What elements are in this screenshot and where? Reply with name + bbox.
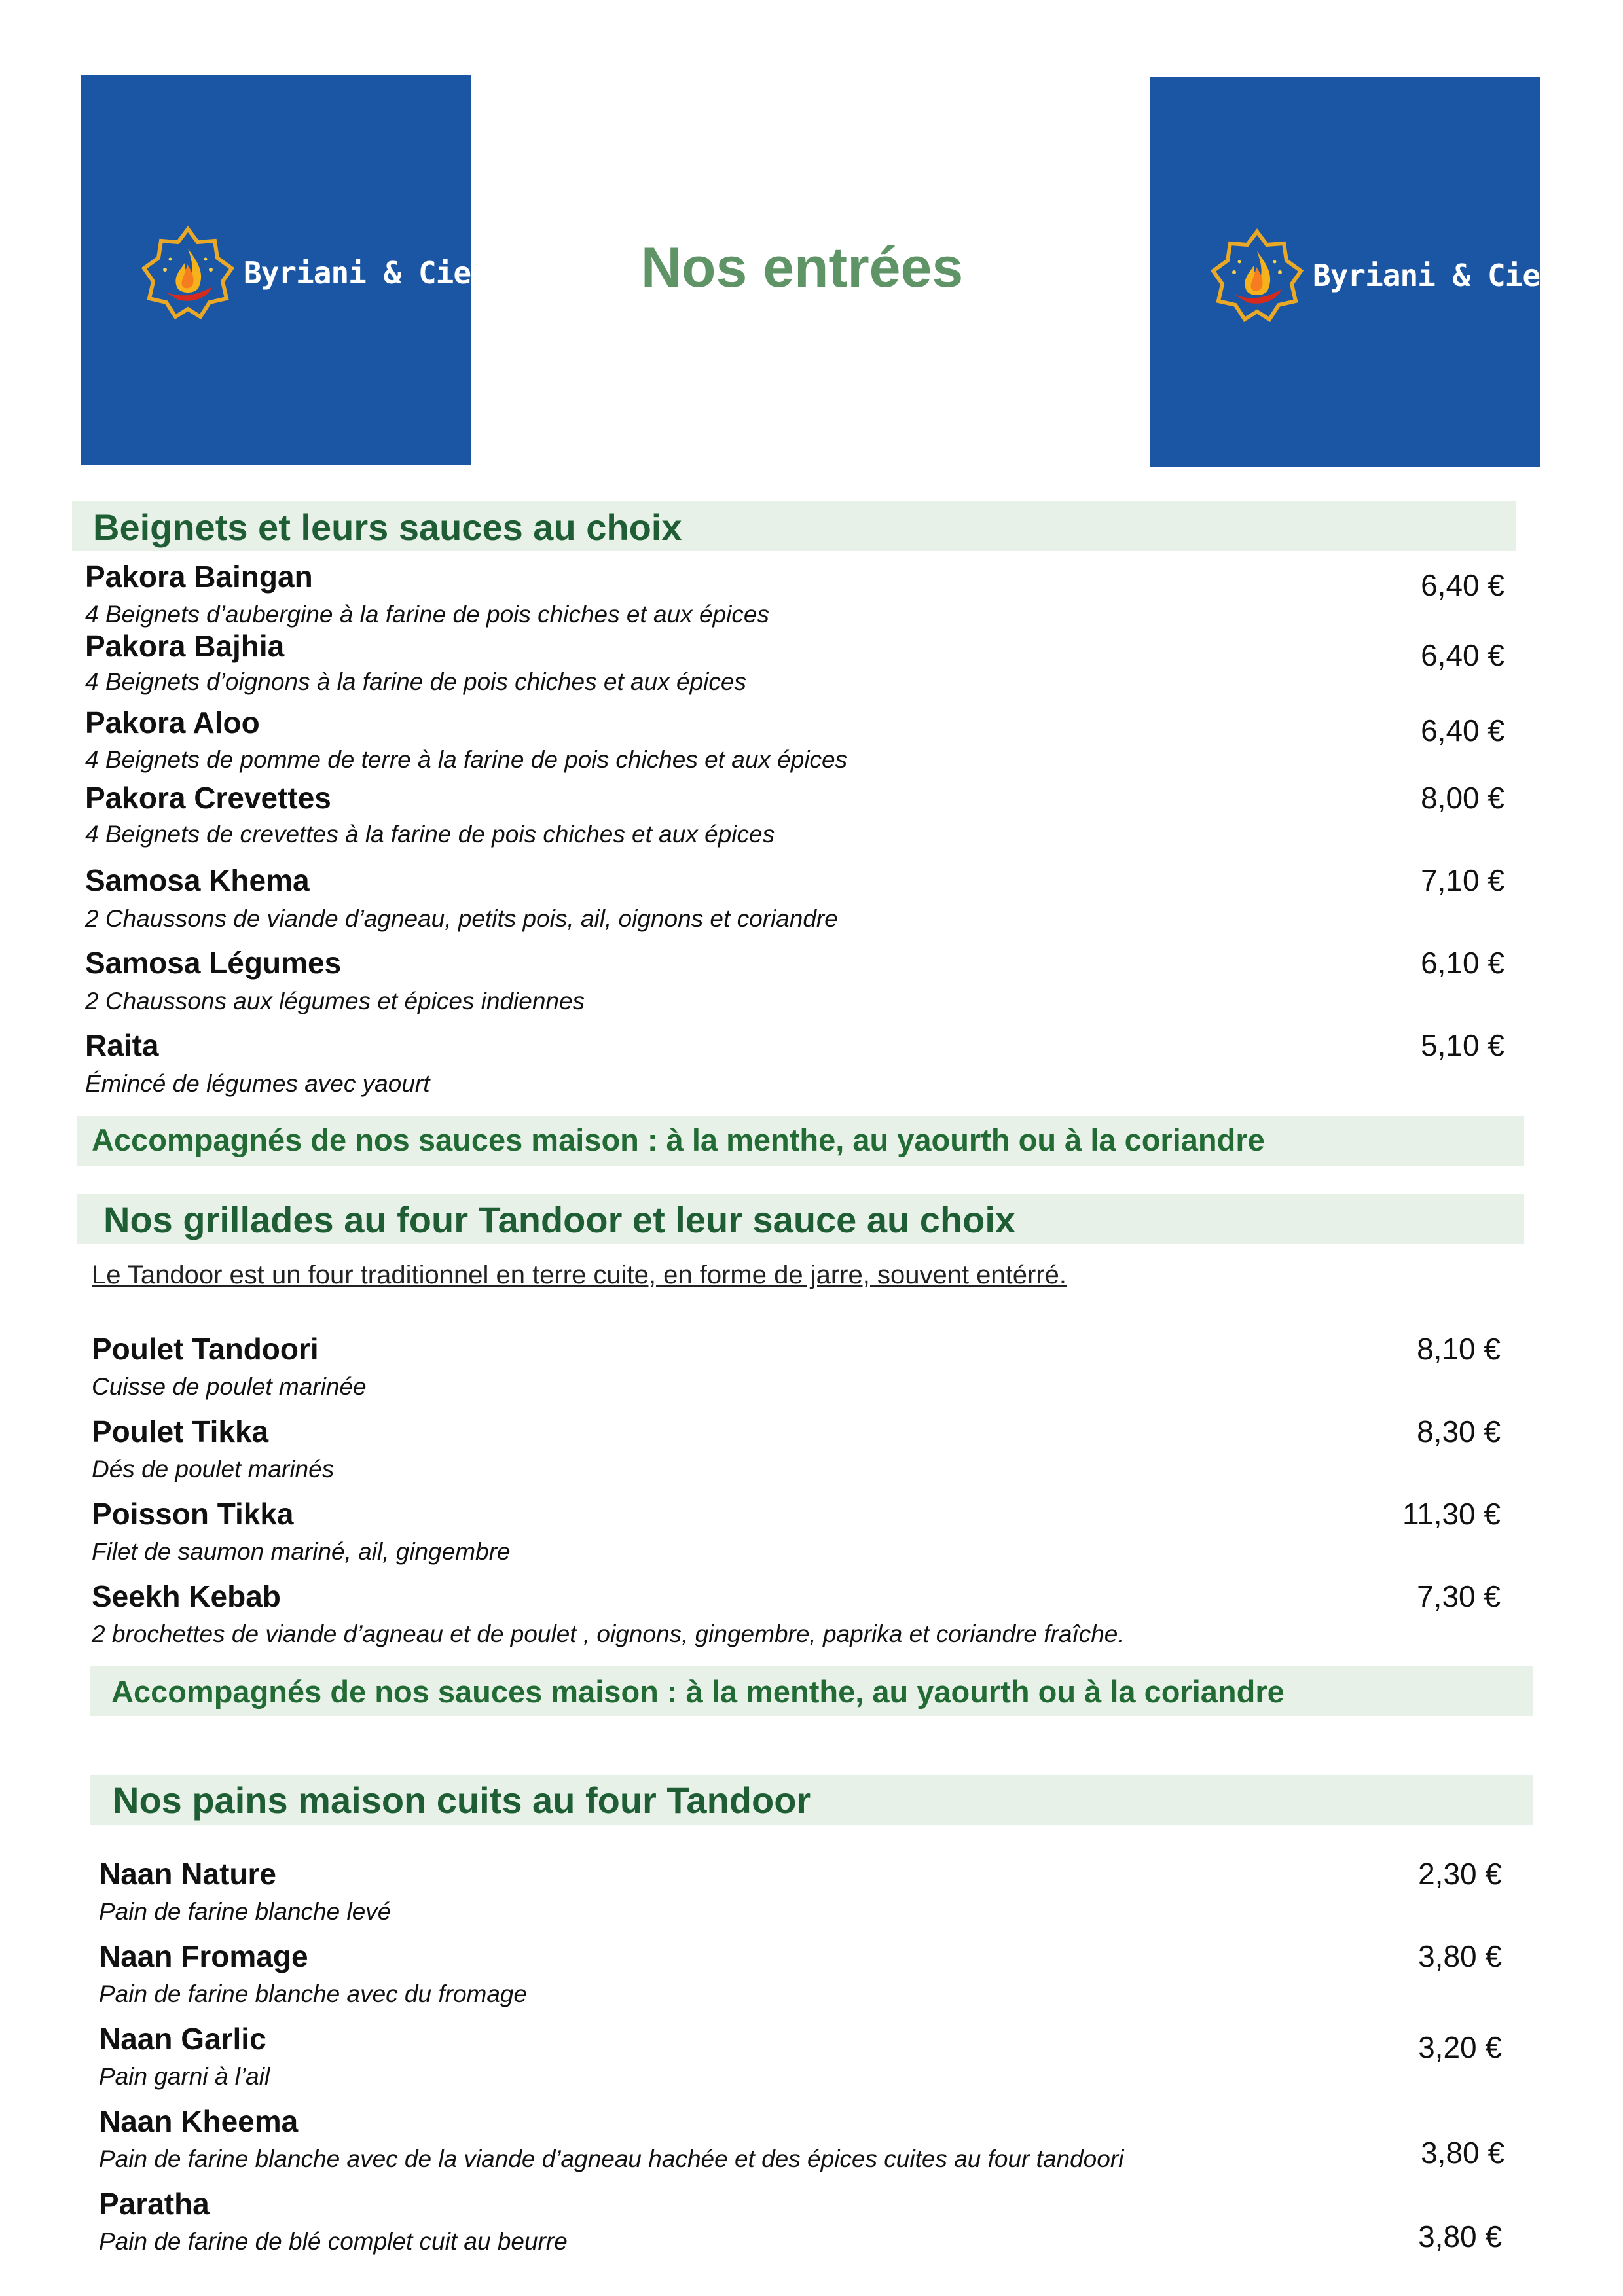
item-desc: Pain garni à l’ail <box>99 2063 270 2090</box>
item-name: Pakora Bajhia <box>85 629 285 663</box>
item-name: Poisson Tikka <box>92 1497 294 1531</box>
section-title: Nos grillades au four Tandoor et leur sauce au choix <box>103 1199 1016 1240</box>
item-desc: 4 Beignets d’oignons à la farine de pois chiches et aux épices <box>85 668 746 695</box>
item-price: 8,10 € <box>1417 1332 1501 1366</box>
item-desc: Pain de farine blanche levé <box>99 1898 392 1925</box>
logo-right <box>1150 77 1540 467</box>
item-name: Samosa Khema <box>85 863 310 897</box>
item-desc: 4 Beignets de pomme de terre à la farine de pois chiches et aux épices <box>85 746 848 773</box>
item-name: Naan Kheema <box>99 2104 299 2138</box>
item-desc: 2 Chaussons aux légumes et épices indiennes <box>85 988 585 1014</box>
item-name: Poulet Tandoori <box>92 1332 319 1366</box>
item-price: 7,10 € <box>1421 863 1504 897</box>
flame-emblem-icon <box>139 224 237 322</box>
logo-wordmark: Byriani & Cie <box>244 255 471 291</box>
item-price: 2,30 € <box>1418 1857 1502 1891</box>
logo-mark <box>139 224 471 322</box>
item-price: 3,20 € <box>1418 2030 1502 2064</box>
sauce-note: Accompagnés de nos sauces maison : à la menthe, au yaourth ou à la coriandre <box>92 1122 1265 1157</box>
item-name: Raita <box>85 1028 159 1062</box>
item-name: Naan Garlic <box>99 2022 266 2056</box>
item-price: 3,80 € <box>1421 2136 1504 2170</box>
item-desc: Cuisse de poulet marinée <box>92 1373 367 1400</box>
section-title: Nos pains maison cuits au four Tandoor <box>113 1780 811 1821</box>
item-desc: Pain de farine de blé complet cuit au beurre <box>99 2228 568 2255</box>
item-price: 8,00 € <box>1421 781 1504 815</box>
item-name: Paratha <box>99 2187 210 2221</box>
page-title: Nos entrées <box>640 236 964 299</box>
logo-mark <box>1208 226 1541 325</box>
item-name: Seekh Kebab <box>92 1579 281 1613</box>
section-title: Beignets et leurs sauces au choix <box>93 507 682 548</box>
item-price: 3,80 € <box>1418 1939 1502 1973</box>
item-price: 6,40 € <box>1421 638 1504 672</box>
item-name: Pakora Baingan <box>85 560 313 594</box>
item-desc: Pain de farine blanche avec du fromage <box>99 1981 528 2007</box>
item-desc: Filet de saumon mariné, ail, gingembre <box>92 1538 511 1565</box>
sauce-note: Accompagnés de nos sauces maison : à la menthe, au yaourth ou à la coriandre <box>111 1674 1285 1709</box>
item-desc: 4 Beignets de crevettes à la farine de pois chiches et aux épices <box>85 821 775 848</box>
item-name: Pakora Aloo <box>85 706 260 740</box>
item-name: Poulet Tikka <box>92 1414 269 1448</box>
logo-wordmark: Byriani & Cie <box>1313 258 1541 293</box>
item-name: Samosa Légumes <box>85 946 342 980</box>
item-desc: 4 Beignets d’aubergine à la farine de pois chiches et aux épices <box>85 601 769 628</box>
item-desc: Émincé de légumes avec yaourt <box>85 1070 430 1097</box>
item-price: 6,10 € <box>1421 946 1504 980</box>
item-name: Naan Fromage <box>99 1939 308 1973</box>
item-price: 3,80 € <box>1418 2219 1502 2253</box>
logo-left <box>81 75 471 465</box>
item-price: 6,40 € <box>1421 568 1504 602</box>
item-price: 7,30 € <box>1417 1579 1501 1613</box>
item-price: 6,40 € <box>1421 713 1504 747</box>
item-price: 8,30 € <box>1417 1414 1501 1448</box>
item-desc: 2 brochettes de viande d’agneau et de poulet , oignons, gingembre, paprika et coriandre fraîche. <box>92 1621 1125 1647</box>
item-price: 5,10 € <box>1421 1028 1504 1062</box>
flame-emblem-icon <box>1208 226 1306 325</box>
tandoor-intro: Le Tandoor est un four traditionnel en terre cuite, en forme de jarre, souvent entérré. <box>92 1261 1067 1289</box>
item-price: 11,30 € <box>1402 1497 1501 1531</box>
item-name: Naan Nature <box>99 1857 276 1891</box>
item-desc: Dés de poulet marinés <box>92 1456 335 1482</box>
item-desc: Pain de farine blanche avec de la viande d’agneau hachée et des épices cuites au four tandoori <box>99 2145 1124 2172</box>
item-desc: 2 Chaussons de viande d’agneau, petits pois, ail, oignons et coriandre <box>85 905 838 932</box>
item-name: Pakora Crevettes <box>85 781 331 815</box>
